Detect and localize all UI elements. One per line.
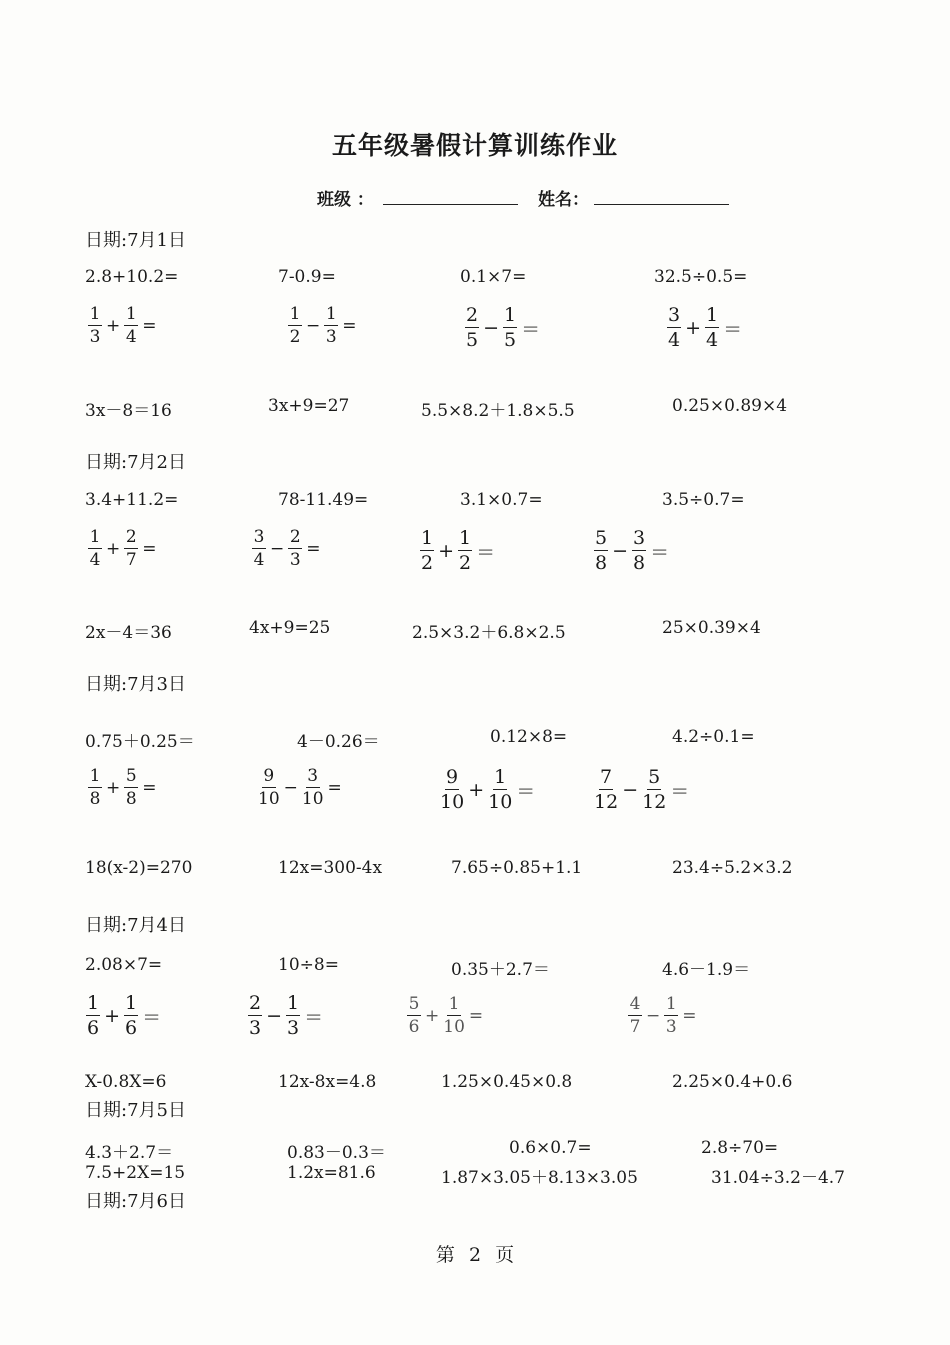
fraction: $\frac{1}{2}$ <box>421 527 434 574</box>
fraction: $\frac{1}{3}$ <box>89 304 101 347</box>
problem: 5.5×8.2＋1.8×5.5 <box>421 401 575 421</box>
fraction-problem: $\frac{9}{10}$ + $\frac{1}{10}$ ＝ <box>440 766 536 813</box>
problem: 4.6－1.9＝ <box>662 960 751 980</box>
problem: 78-11.49= <box>278 490 369 510</box>
footer-prefix: 第 <box>435 1244 455 1266</box>
problem: 0.12×8= <box>490 727 568 747</box>
problem: 3.1×0.7= <box>460 490 543 510</box>
fraction-problem: $\frac{2}{3}$ − $\frac{1}{3}$ ＝ <box>249 992 324 1039</box>
date-label: 日期:7月6日 <box>85 1191 186 1212</box>
fraction-problem: $\frac{7}{12}$ − $\frac{5}{12}$ ＝ <box>594 766 690 813</box>
problem: 2x－4＝36 <box>85 623 172 643</box>
fraction-problem: $\frac{9}{10}$ − $\frac{3}{10}$ = <box>258 766 342 809</box>
fraction: $\frac{1}{6}$ <box>125 992 138 1039</box>
fraction: $\frac{2}{5}$ <box>466 304 479 351</box>
name-blank[interactable] <box>594 204 729 205</box>
problem: 0.1×7= <box>460 267 527 287</box>
fraction: $\frac{1}{5}$ <box>504 304 517 351</box>
problem: 3x+9=27 <box>268 396 350 416</box>
page-title: 五年级暑假计算训练作业 <box>331 131 618 160</box>
problem: 0.75＋0.25＝ <box>85 732 195 752</box>
date-label: 日期:7月3日 <box>85 674 186 695</box>
fraction: $\frac{3}{10}$ <box>301 766 324 809</box>
problem: 4.2÷0.1= <box>672 727 755 747</box>
fraction: $\frac{1}{10}$ <box>443 994 465 1037</box>
problem: 18(x-2)=270 <box>85 858 193 878</box>
fraction: $\frac{1}{4}$ <box>706 304 719 351</box>
problem: 3x－8＝16 <box>85 401 172 421</box>
fraction: $\frac{1}{3}$ <box>665 994 677 1037</box>
fraction-problem: $\frac{3}{4}$ − $\frac{2}{3}$ = <box>253 527 321 570</box>
problem: 1.25×0.45×0.8 <box>441 1072 573 1092</box>
fraction: $\frac{7}{12}$ <box>594 766 619 813</box>
problem: 0.6×0.7= <box>509 1138 592 1158</box>
fraction-problem: $\frac{2}{5}$ − $\frac{1}{5}$ ＝ <box>466 304 541 351</box>
problem: 10÷8= <box>278 955 339 975</box>
date-label: 日期:7月2日 <box>85 452 186 473</box>
problem: 1.87×3.05＋8.13×3.05 <box>441 1168 638 1188</box>
fraction-problem: $\frac{5}{8}$ − $\frac{3}{8}$ ＝ <box>595 527 670 574</box>
problem: 2.08×7= <box>85 955 163 975</box>
problem: 31.04÷3.2－4.7 <box>711 1168 845 1188</box>
problem: 23.4÷5.2×3.2 <box>672 858 793 878</box>
fraction: $\frac{1}{2}$ <box>459 527 472 574</box>
fraction: $\frac{9}{10}$ <box>258 766 280 809</box>
problem: 4－0.26＝ <box>297 732 380 752</box>
fraction: $\frac{2}{7}$ <box>125 527 137 570</box>
class-label: 班级 ： <box>317 190 374 210</box>
class-blank[interactable] <box>383 204 518 205</box>
fraction-problem: $\frac{1}{3}$ + $\frac{1}{4}$ = <box>89 304 157 347</box>
footer-suffix: 页 <box>495 1244 515 1266</box>
problem: 1.2x=81.6 <box>287 1163 376 1183</box>
problem: 2.8÷70= <box>701 1138 779 1158</box>
fraction-problem: $\frac{3}{4}$ + $\frac{1}{4}$ ＝ <box>668 304 743 351</box>
problem: 7-0.9= <box>278 267 336 287</box>
fraction: $\frac{3}{4}$ <box>668 304 681 351</box>
fraction: $\frac{1}{3}$ <box>287 992 300 1039</box>
problem: 2.8+10.2= <box>85 267 179 287</box>
problem: 4.3＋2.7＝ <box>85 1143 174 1163</box>
fraction: $\frac{3}{4}$ <box>253 527 265 570</box>
problem: 25×0.39×4 <box>662 618 761 638</box>
fraction: $\frac{1}{4}$ <box>89 527 101 570</box>
date-label: 日期:7月4日 <box>85 915 186 936</box>
fraction-problem: $\frac{1}{2}$ + $\frac{1}{2}$ ＝ <box>421 527 496 574</box>
problem: 12x=300-4x <box>278 858 383 878</box>
problem: 2.5×3.2＋6.8×2.5 <box>412 623 566 643</box>
date-label: 日期:7月1日 <box>85 230 186 251</box>
fraction: $\frac{2}{3}$ <box>249 992 262 1039</box>
fraction: $\frac{5}{12}$ <box>642 766 667 813</box>
problem: 12x-8x=4.8 <box>278 1072 377 1092</box>
fraction: $\frac{1}{6}$ <box>87 992 100 1039</box>
fraction-problem: $\frac{1}{2}$ − $\frac{1}{3}$ = <box>289 304 357 347</box>
problem: 0.83－0.3＝ <box>287 1143 386 1163</box>
name-label: 姓名： <box>538 190 589 210</box>
problem: 3.5÷0.7= <box>662 490 745 510</box>
fraction-problem: $\frac{1}{4}$ + $\frac{2}{7}$ = <box>89 527 157 570</box>
date-label: 日期:7月5日 <box>85 1100 186 1121</box>
fraction: $\frac{5}{6}$ <box>408 994 420 1037</box>
fraction: $\frac{1}{2}$ <box>289 304 301 347</box>
problem: 2.25×0.4+0.6 <box>672 1072 793 1092</box>
fraction: $\frac{9}{10}$ <box>440 766 465 813</box>
problem: X-0.8X=6 <box>85 1072 167 1092</box>
problem: 7.65÷0.85+1.1 <box>451 858 583 878</box>
problem: 32.5÷0.5= <box>654 267 748 287</box>
fraction: $\frac{5}{8}$ <box>595 527 608 574</box>
fraction: $\frac{5}{8}$ <box>125 766 137 809</box>
problem: 0.25×0.89×4 <box>672 396 788 416</box>
fraction: $\frac{1}{10}$ <box>488 766 513 813</box>
fraction: $\frac{1}{4}$ <box>125 304 137 347</box>
fraction-problem: $\frac{1}{8}$ + $\frac{5}{8}$ = <box>89 766 157 809</box>
fraction: $\frac{1}{3}$ <box>325 304 337 347</box>
problem: 4x+9=25 <box>249 618 331 638</box>
page-number: 2 <box>468 1244 482 1266</box>
fraction: $\frac{2}{3}$ <box>289 527 301 570</box>
problem: 7.5+2X=15 <box>85 1163 186 1183</box>
fraction-problem: $\frac{5}{6}$ + $\frac{1}{10}$ = <box>408 994 484 1037</box>
problem: 3.4+11.2= <box>85 490 179 510</box>
fraction-problem: $\frac{4}{7}$ − $\frac{1}{3}$ = <box>629 994 697 1037</box>
fraction: $\frac{4}{7}$ <box>629 994 641 1037</box>
fraction: $\frac{1}{8}$ <box>89 766 101 809</box>
problem: 0.35＋2.7＝ <box>451 960 550 980</box>
fraction: $\frac{3}{8}$ <box>633 527 646 574</box>
page-footer <box>0 1240 950 1267</box>
fraction-problem: $\frac{1}{6}$ + $\frac{1}{6}$ ＝ <box>87 992 162 1039</box>
